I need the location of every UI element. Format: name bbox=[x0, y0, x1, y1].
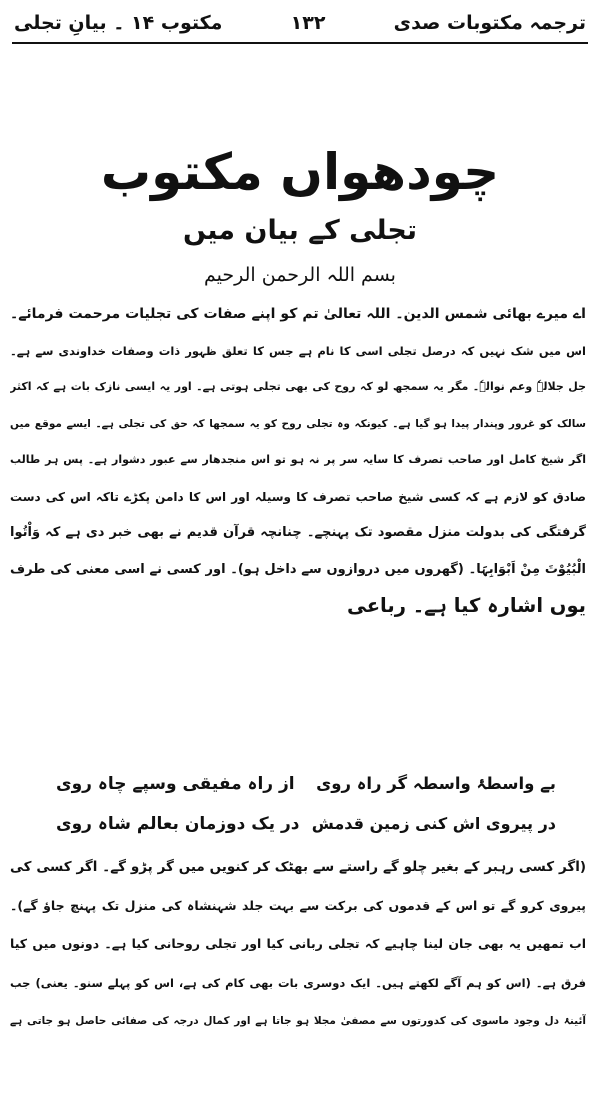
verse-row bbox=[56, 764, 556, 804]
verse-hemistich: از راہ مفیقی وسپے چاہ روی bbox=[56, 774, 295, 794]
text-line: سالک کو غرور وپندار پیدا ہو گیا ہے۔ کیونکہ وہ تجلی روح کو یہ سمجھا کہ حق کی تجلی ہے۔ ایسے موقع میں bbox=[10, 417, 586, 430]
paragraph-2 bbox=[10, 848, 586, 1041]
paragraph-1 bbox=[10, 296, 586, 625]
text-line: فرق ہے۔ (اس کو ہم آگے لکھتے ہیں۔ ایک دوسری بات بھی کام کی ہے، اس کو پہلے سنو۔ یعنی) جب bbox=[10, 975, 586, 990]
verse-hemistich: بے واسطۂ واسطہ گر راہ روی bbox=[316, 774, 556, 793]
verse-hemistich: در یک دوزمان بعالم شاہ روی bbox=[56, 814, 300, 834]
bismillah: بسم اللہ الرحمن الرحیم bbox=[204, 264, 396, 286]
text-line: آئینۂ دل وجود ماسوی کی کدورتوں سے مصفیٰ مجلا ہو جاتا ہے اور کمال درجہ کی صفائی حاصل ہو جاتی ہے bbox=[10, 1015, 586, 1027]
verse-row bbox=[56, 804, 556, 844]
text-line: اب تمھیں یہ بھی جان لینا چاہیے کہ تجلی ربانی کیا اور تجلی روحانی کیا ہے۔ دونوں میں کیا bbox=[10, 936, 586, 951]
text-line: گرفتگی کی بدولت منزل مقصود تک پہنچے۔ چنانچہ قرآن قدیم نے بھی خبر دی ہے کہ وَاْتُوا bbox=[10, 525, 586, 540]
text-line: اگر شیخ کامل اور صاحب تصرف کا سایہ سر پر نہ ہو تو اس منجدھار سے عبور دشوار ہے۔ پس ہر طالب bbox=[10, 453, 586, 466]
header-book-title: ترجمہ مکتوبات صدی bbox=[393, 12, 586, 34]
text-line: الْبُیُوْتَ مِنْ اَبْوَابِہَا۔ (گھروں میں دروازوں سے داخل ہو)۔ اور کسی نے اسی معنی کی طرف bbox=[10, 561, 586, 577]
text-line: (اگر کسی رہبر کے بغیر چلو گے راستے سے بھٹک کر کنویں میں گر پڑو گے۔ اگر کسی کی bbox=[10, 859, 586, 875]
header-rule bbox=[12, 42, 588, 44]
chapter-title: چودھواں مکتوب bbox=[100, 143, 500, 201]
chapter-subtitle: تجلی کے بیان میں bbox=[182, 215, 418, 246]
text-line: صادق کو لازم ہے کہ کسی شیخ صاحب تصرف کا وسیلہ اور اس کا دامن پکڑے تاکہ اس کی دست bbox=[10, 489, 586, 504]
header-chapter-title: مکتوب ۱۴ ۔ بیانِ تجلی bbox=[14, 12, 223, 34]
running-header bbox=[14, 6, 586, 40]
text-line: پیروی کرو گے تو اس کے قدموں کی برکت سے بہت جلد شہنشاہ کی منزل تک پہنچ جاؤ گے)۔ bbox=[10, 897, 586, 913]
text-line: جل جلالہٗ وعم نوالہٗ۔ مگر یہ سمجھ لو کہ روح کی بھی تجلی ہوتی ہے۔ اور یہ ایسی نازک بات ہے کہ اکثر bbox=[10, 380, 586, 393]
text-line: اس میں شک نہیں کہ درصل تجلی اسی کا نام ہے جس کا تعلق ظہور ذات وصفات خداوندی سے ہے۔ bbox=[10, 343, 586, 358]
text-line: اے میرے بھائی شمس الدین۔ اللہ تعالیٰ تم کو اپنے صفات کی تجلیات مرحمت فرمائے۔ bbox=[10, 306, 586, 322]
text-line: یوں اشارہ کیا ہے۔ رباعی bbox=[347, 594, 586, 617]
page-number: ۱۳۲ bbox=[290, 12, 326, 34]
quatrain bbox=[56, 764, 556, 844]
verse-hemistich: در پیروی اش کنی زمین قدمش bbox=[311, 814, 556, 833]
